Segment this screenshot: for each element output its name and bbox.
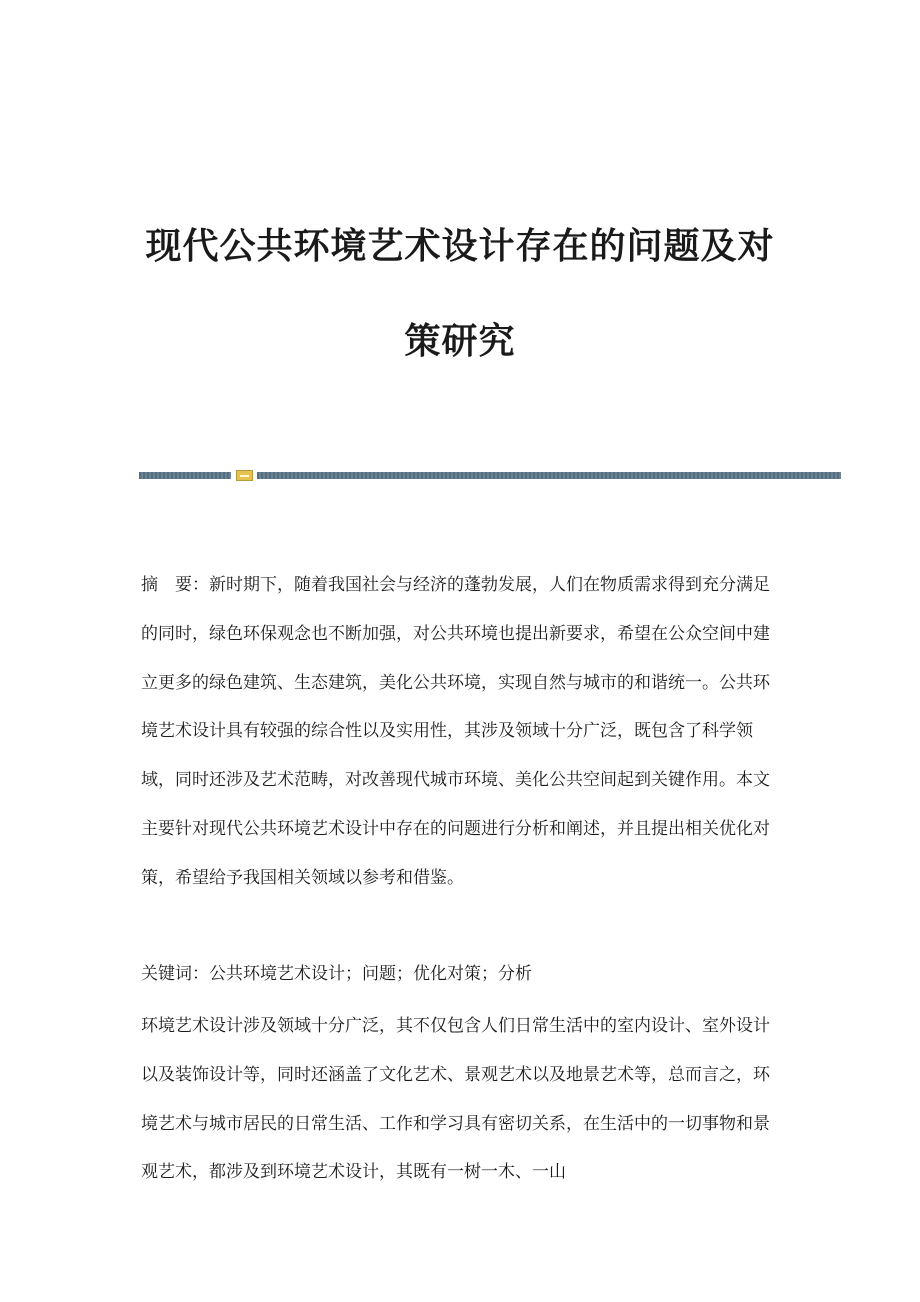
- abstract-text: 新时期下，随着我国社会与经济的蓬勃发展，人们在物质需求得到充分满足的同时，绿色环保观念也不断加强，对公共环境也提出新要求，希望在公众空间中建立更多的绿色建筑、生态建筑，美化公共环境，实现自然与城市的和谐统一。公共环境艺术设计具有较强的综合性以及实用性，其涉及领域十分广泛，既包含了科学领域，同时还涉及艺术范畴，对改善现代城市环境、美化公共空间起到关键作用。本文主要针对现代公共环境艺术设计中存在的问题进行分析和阐述，并且提出相关优化对策，希望给予我国相关领域以参考和借鉴。: [141, 575, 770, 888]
- abstract: [141, 561, 781, 903]
- title-divider: [139, 470, 841, 482]
- document-title-line-2: 策研究: [404, 321, 516, 362]
- divider-ornament-icon: [236, 470, 253, 481]
- divider-bar-right: [257, 472, 841, 479]
- keywords: [141, 950, 781, 999]
- divider-bar-left: [139, 472, 231, 479]
- keywords-label: 关键词：: [141, 964, 209, 984]
- abstract-label: 摘 要：: [141, 575, 209, 595]
- body-paragraph: 环境艺术设计涉及领域十分广泛，其不仅包含人们日常生活中的室内设计、室外设计以及装饰设计等，同时还涵盖了文化艺术、景观艺术以及地景艺术等，总而言之，环境艺术与城市居民的日常生活、工作和学习具有密切关系，在生活中的一切事物和景观艺术，都涉及到环境艺术设计，其既有一树一木、一山: [141, 1016, 770, 1183]
- document-title-line-1: 现代公共环境艺术设计存在的问题及对: [145, 226, 775, 267]
- keywords-text: 公共环境艺术设计；问题；优化对策；分析: [209, 964, 532, 984]
